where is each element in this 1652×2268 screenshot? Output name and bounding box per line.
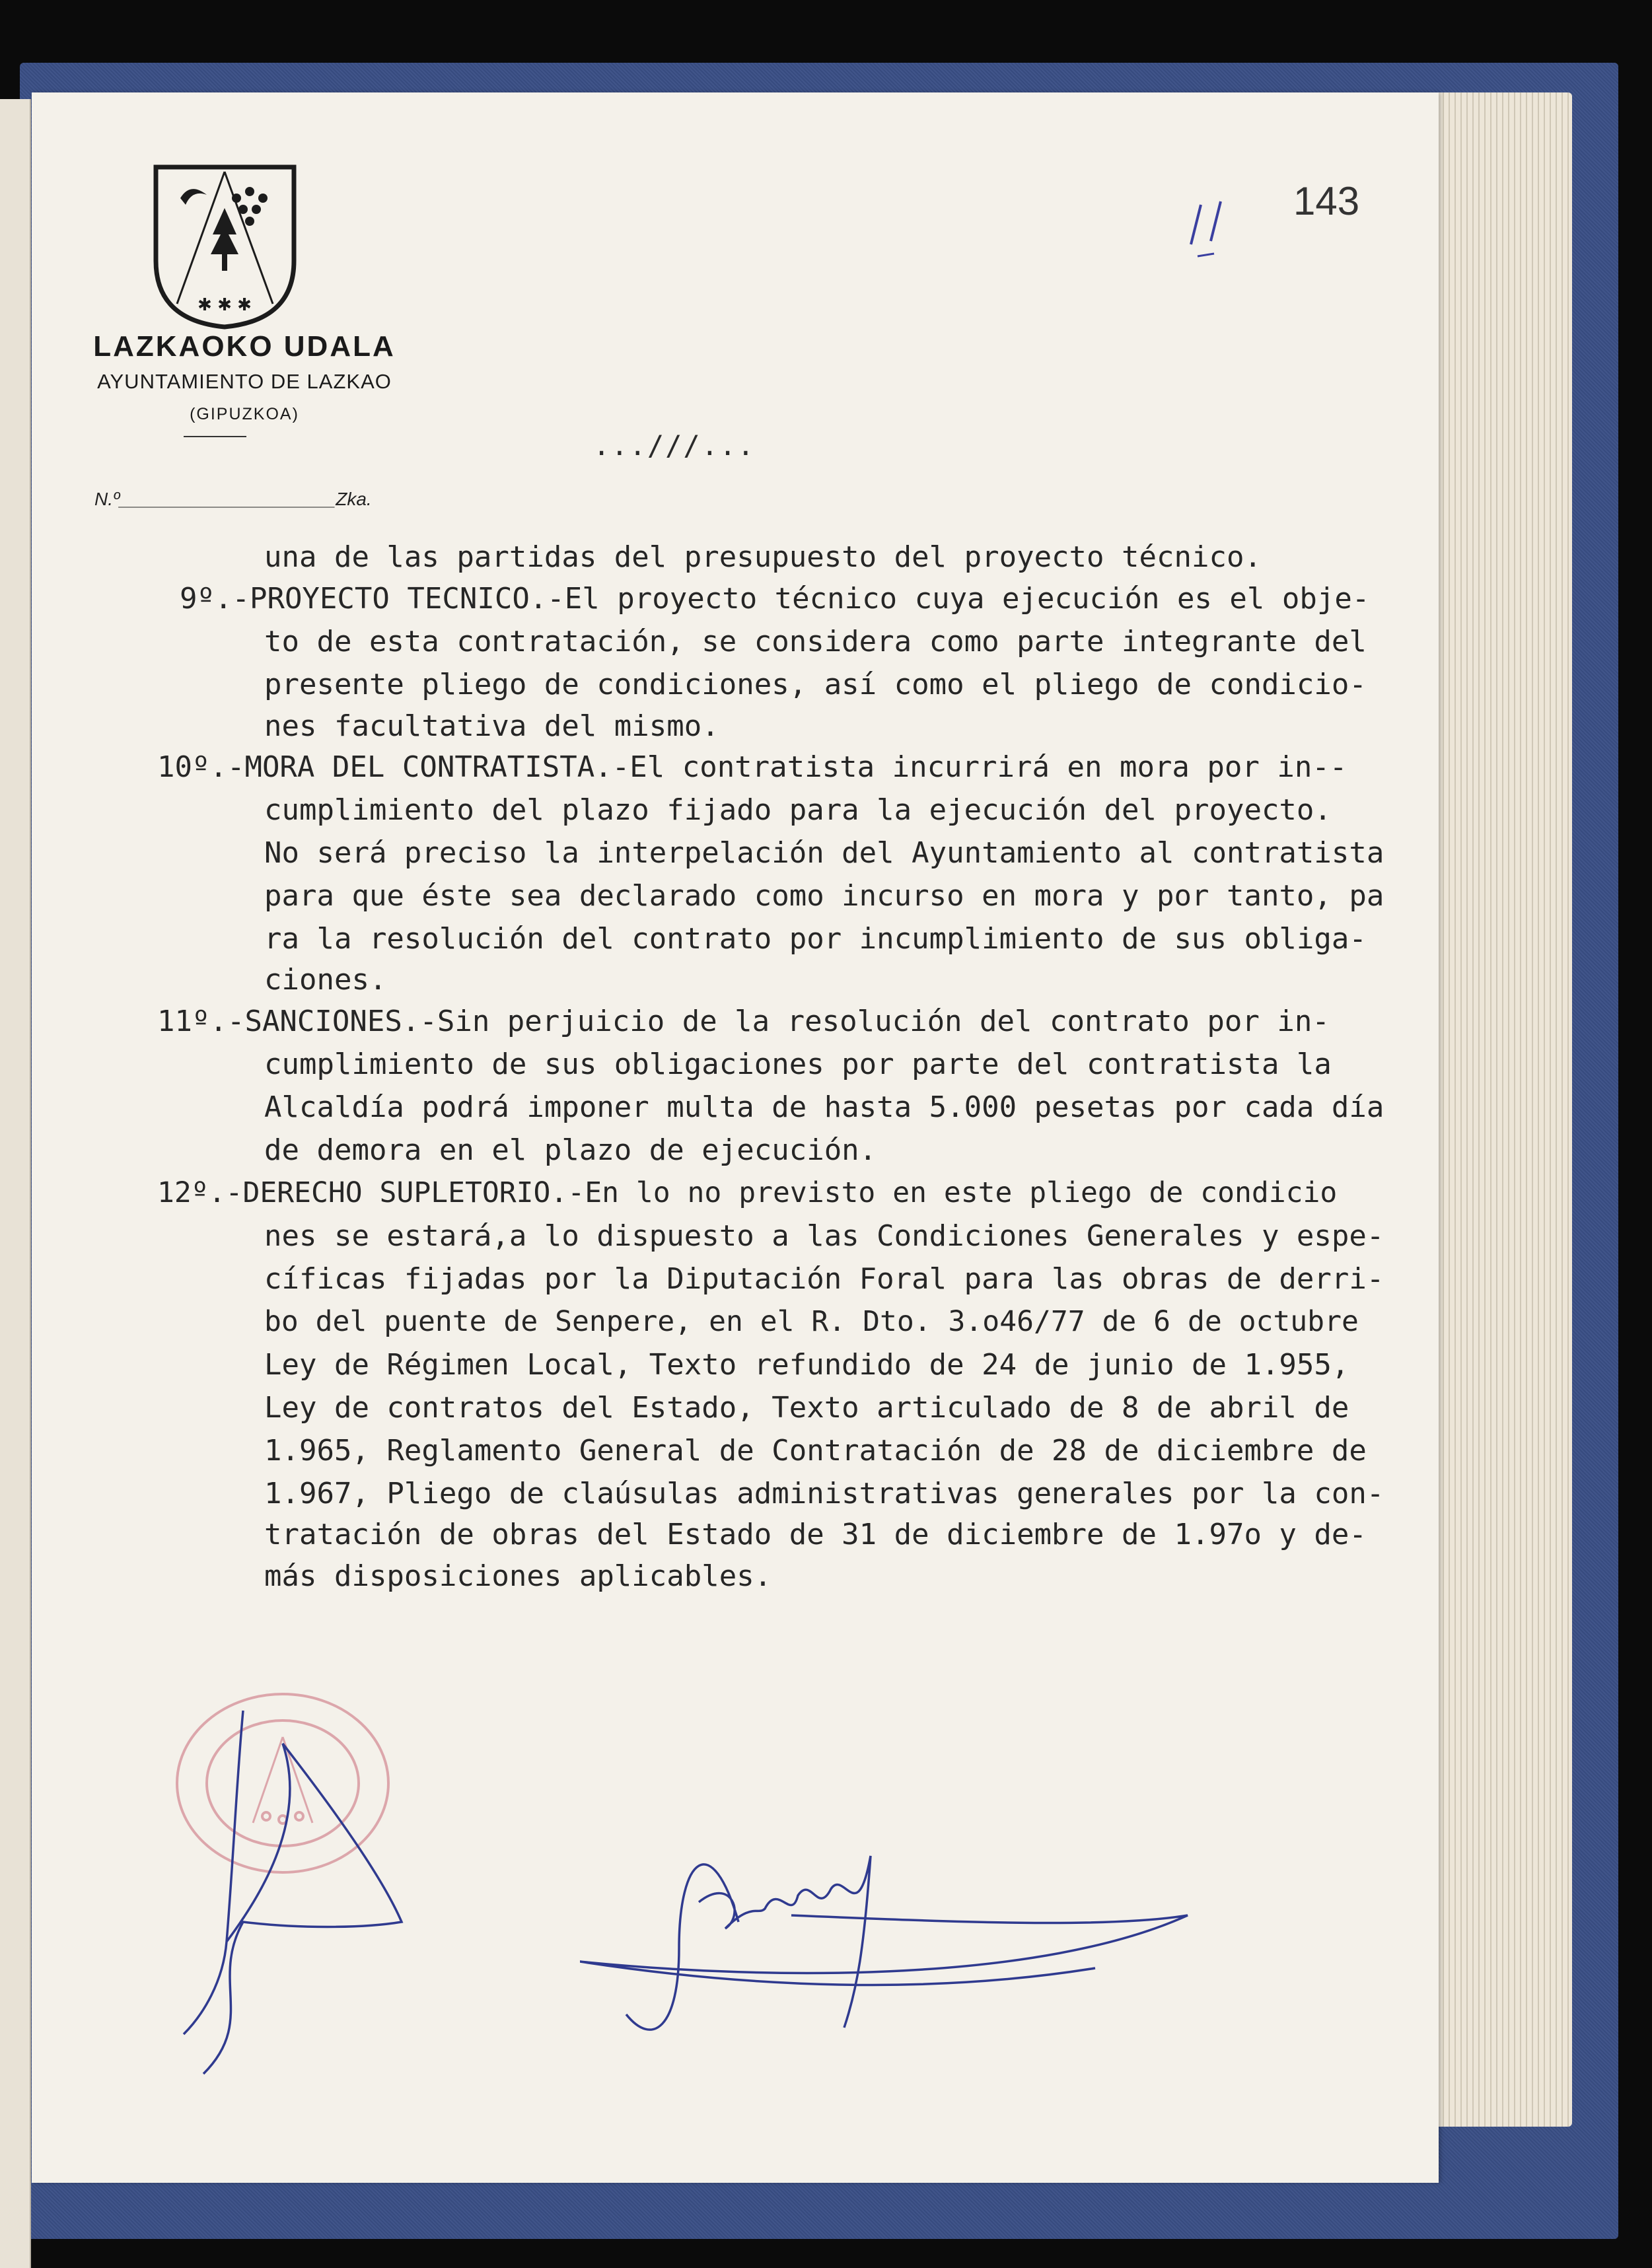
continuation-mark: ...///...	[593, 429, 756, 462]
left-page-edge	[0, 99, 31, 2268]
body-line: cumplimiento del plazo fijado para la ejecución del proyecto.	[264, 793, 1332, 827]
body-line: 1.967, Pliego de claúsulas administrativas generales por la con-	[264, 1477, 1384, 1510]
body-line: ciones.	[264, 963, 387, 997]
body-line: Alcaldía podrá imponer multa de hasta 5.000 pesetas por cada día	[264, 1090, 1384, 1124]
body-line: tratación de obras del Estado de 31 de diciembre de 1.97o y de-	[264, 1518, 1367, 1551]
reference-number-line: N.º_____________________Zka.	[94, 489, 372, 509]
body-line: más disposiciones aplicables.	[264, 1559, 772, 1593]
body-line: cumplimiento de sus obligaciones por parte del contratista la	[264, 1047, 1332, 1081]
municipal-crest-icon	[151, 162, 299, 330]
header-divider	[184, 436, 246, 437]
document-page	[32, 92, 1439, 2183]
signature-mayor	[164, 1704, 415, 2140]
handwritten-page-mark	[1178, 185, 1270, 261]
body-line: presente pliego de condiciones, así como el pliego de condicio-	[264, 668, 1367, 701]
svg-text:✱ ✱ ✱: ✱ ✱ ✱	[198, 295, 252, 315]
page-mark-text: 11	[1211, 251, 1212, 252]
body-line: ra la resolución del contrato por incumplimiento de sus obliga-	[264, 922, 1367, 956]
body-line: Ley de Régimen Local, Texto refundido de 24 de junio de 1.955,	[264, 1348, 1349, 1382]
body-line: 11º.-SANCIONES.-Sin perjuicio de la resolución del contrato por in-	[157, 1005, 1330, 1038]
body-line: una de las partidas del presupuesto del proyecto técnico.	[264, 540, 1262, 574]
signature-secretary	[580, 1816, 1201, 2080]
body-line: No será preciso la interpelación del Ayuntamiento al contratista	[264, 836, 1384, 870]
body-line: cíficas fijadas por la Diputación Foral para las obras de derri-	[264, 1262, 1384, 1296]
body-line: Ley de contratos del Estado, Texto articulado de 8 de abril de	[264, 1391, 1349, 1425]
body-line: para que éste sea declarado como incurso en mora y por tanto, pa	[264, 879, 1384, 913]
body-line: de demora en el plazo de ejecución.	[264, 1133, 877, 1167]
org-province: (GIPUZKOA)	[190, 405, 299, 423]
body-line: 9º.-PROYECTO TECNICO.-El proyecto técnico cuya ejecución es el obje-	[180, 582, 1370, 616]
body-line: nes se estará,a lo dispuesto a las Condiciones Generales y espe-	[264, 1219, 1384, 1253]
body-line: to de esta contratación, se considera como parte integrante del	[264, 625, 1367, 658]
org-subtitle: AYUNTAMIENTO DE LAZKAO	[97, 370, 392, 393]
body-line: nes facultativa del mismo.	[264, 709, 719, 743]
body-line: 1.965, Reglamento General de Contratación de 28 de diciembre de	[264, 1434, 1367, 1468]
page-stack-edges	[1420, 92, 1572, 2127]
body-line: 12º.-DERECHO SUPLETORIO.-En lo no previsto en este pliego de condicio	[157, 1176, 1338, 1209]
page-number: 143	[1293, 179, 1360, 223]
body-line: bo del puente de Senpere, en el R. Dto. 3.o46/77 de 6 de octubre	[264, 1305, 1359, 1338]
body-line: 10º.-MORA DEL CONTRATISTA.-El contratista incurrirá en mora por in--	[157, 750, 1347, 784]
org-name: LAZKAOKO UDALA	[93, 330, 396, 363]
